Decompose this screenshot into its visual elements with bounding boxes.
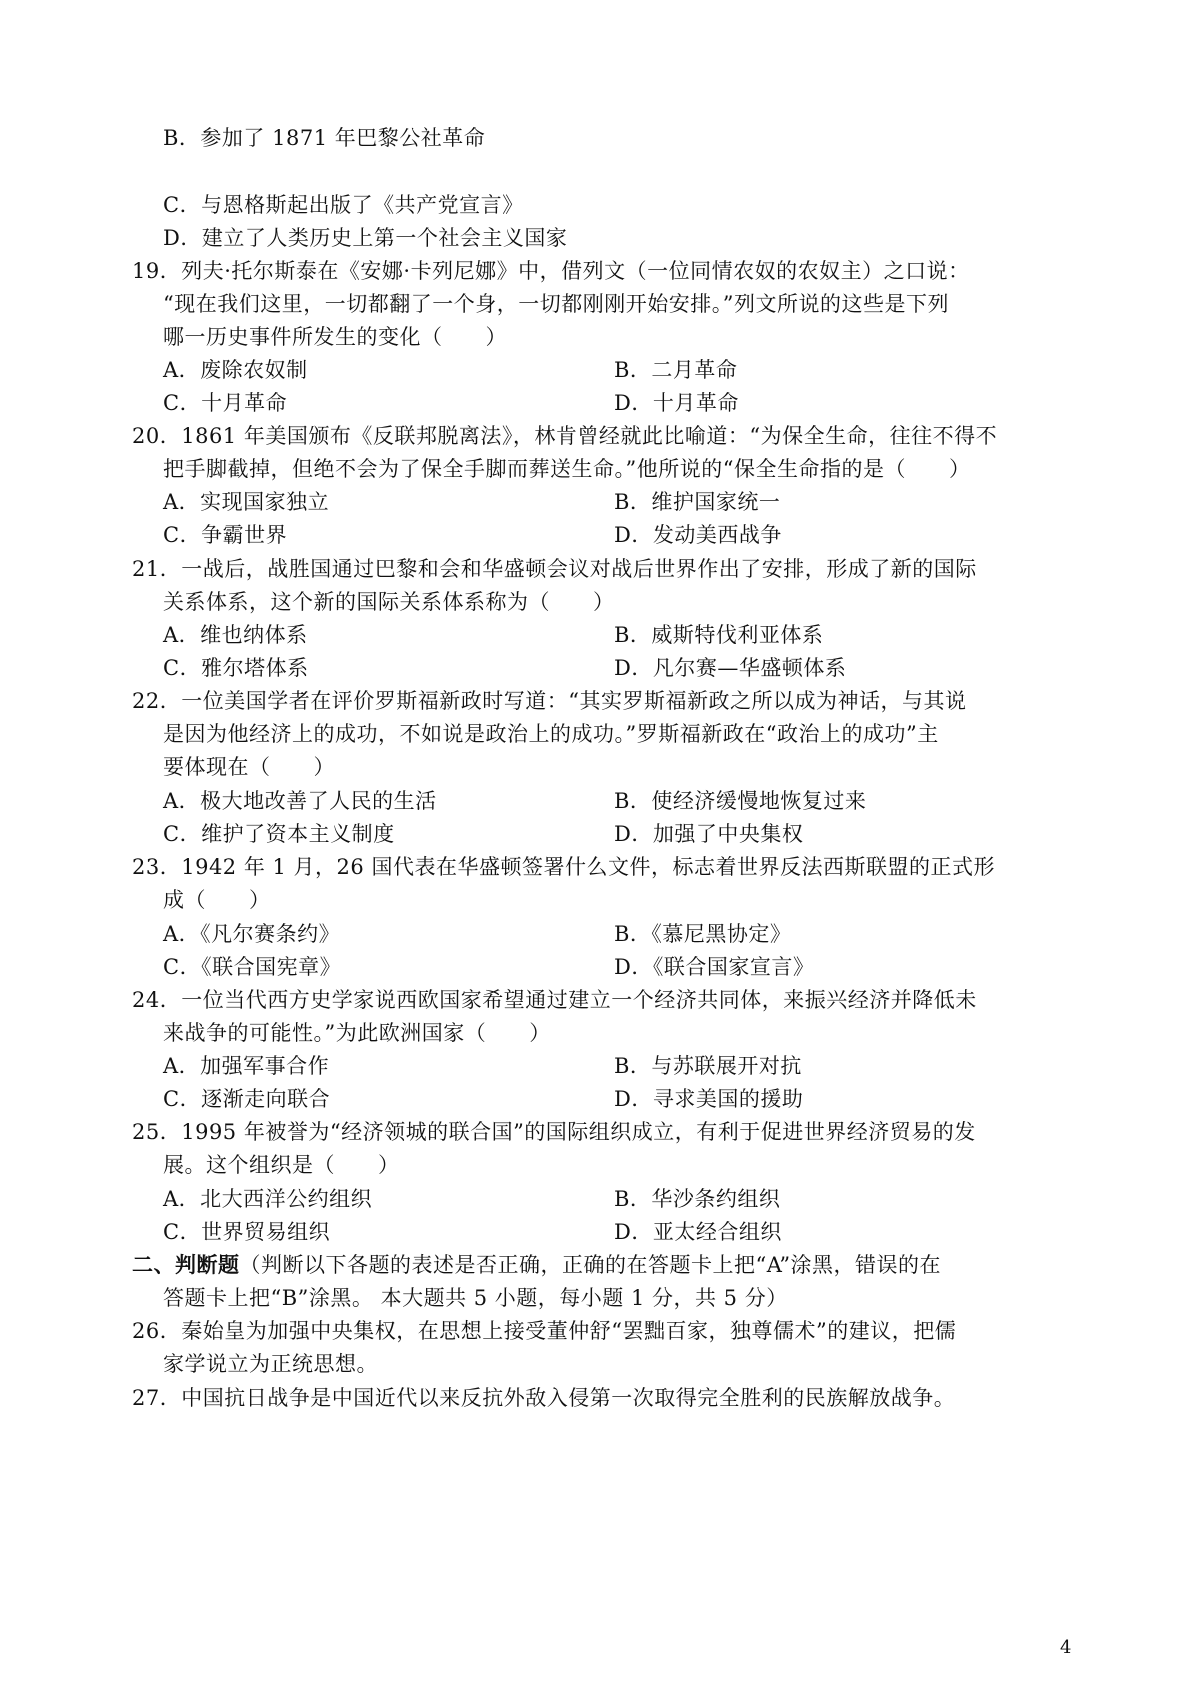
q19-option-d: D．十月革命 <box>614 391 739 415</box>
q24-option-a: A．加强军事合作 <box>163 1054 330 1078</box>
q20-option-a: A．实现国家独立 <box>163 490 330 514</box>
q25-option-b: B．华沙条约组织 <box>614 1187 781 1211</box>
section-2-instructions: （判断以下各题的表述是否正确，正确的在答题卡上把“A”涂黑，错误的在 <box>239 1253 942 1277</box>
question-20-line-2: 把手脚截掉，但绝不会为了保全手脚而葬送生命。”他所说的“保全生命指的是（ ） <box>163 457 971 481</box>
section-2-header <box>132 1250 941 1280</box>
option-c-prev: C．与恩格斯起出版了《共产党宣言》 <box>163 193 524 217</box>
question-22: 22．一位美国学者在评价罗斯福新政时写道：“其实罗斯福新政之所以成为神话，与其说 <box>132 689 967 713</box>
question-27: 27．中国抗日战争是中国近代以来反抗外敌入侵第一次取得完全胜利的民族解放战争。 <box>132 1386 956 1410</box>
q21-option-b: B．威斯特伐利亚体系 <box>614 623 824 647</box>
question-19-line-3: 哪一历史事件所发生的变化（ ） <box>163 325 507 349</box>
question-19: 19．列夫·托尔斯泰在《安娜·卡列尼娜》中，借列文（一位同情农奴的农奴主）之口说： <box>132 259 970 283</box>
q20-option-d: D．发动美西战争 <box>614 523 782 547</box>
q25-option-c: C．世界贸易组织 <box>163 1220 331 1244</box>
question-24: 24．一位当代西方史学家说西欧国家希望通过建立一个经济共同体，来振兴经济并降低未 <box>132 988 977 1012</box>
question-23: 23．1942 年 1 月，26 国代表在华盛顿签署什么文件，标志着世界反法西斯联盟的正式形 <box>132 855 995 879</box>
q23-option-a: A．《凡尔赛条约》 <box>163 922 341 946</box>
question-23-line-2: 成（ ） <box>163 888 271 912</box>
q21-option-d: D．凡尔赛—华盛顿体系 <box>614 656 847 680</box>
q21-option-c: C．雅尔塔体系 <box>163 656 309 680</box>
q22-option-c: C．维护了资本主义制度 <box>163 822 395 846</box>
q24-option-c: C．逐渐走向联合 <box>163 1087 331 1111</box>
question-21-line-2: 关系体系，这个新的国际关系体系称为（ ） <box>163 590 615 614</box>
q24-option-d: D．寻求美国的援助 <box>614 1087 804 1111</box>
q19-option-c: C．十月革命 <box>163 391 288 415</box>
q22-option-d: D．加强了中央集权 <box>614 822 804 846</box>
question-22-line-2: 是因为他经济上的成功，不如说是政治上的成功。”罗斯福新政在“政治上的成功”主 <box>163 722 939 746</box>
q19-option-a: A．废除农奴制 <box>163 358 308 382</box>
question-21: 21．一战后，战胜国通过巴黎和会和华盛顿会议对战后世界作出了安排，形成了新的国际 <box>132 557 977 581</box>
option-d-prev: D．建立了人类历史上第一个社会主义国家 <box>163 226 568 250</box>
q23-option-c: C．《联合国宪章》 <box>163 955 342 979</box>
question-25-line-2: 展。这个组织是（ ） <box>163 1153 400 1177</box>
question-22-line-3: 要体现在（ ） <box>163 755 335 779</box>
question-20: 20．1861 年美国颁布《反联邦脱离法》，林肯曾经就此比喻道：“为保全生命，往往不得不 <box>132 424 998 448</box>
q22-option-a: A．极大地改善了人民的生活 <box>163 789 437 813</box>
option-b-prev: B．参加了 1871 年巴黎公社革命 <box>163 126 486 150</box>
section-2-instructions-line-2: 答题卡上把“B”涂黑。 本大题共 5 小题，每小题 1 分，共 5 分） <box>163 1286 788 1310</box>
question-19-line-2: “现在我们这里，一切都翻了一个身，一切都刚刚开始安排。”列文所说的这些是下列 <box>163 292 949 316</box>
question-24-line-2: 来战争的可能性。”为此欧洲国家（ ） <box>163 1021 551 1045</box>
question-25: 25．1995 年被誉为“经济领城的联合国”的国际组织成立，有利于促进世界经济贸易的发 <box>132 1120 976 1144</box>
q23-option-b: B．《慕尼黑协定》 <box>614 922 792 946</box>
q20-option-b: B．维护国家统一 <box>614 490 781 514</box>
page-number: 4 <box>1060 1637 1072 1658</box>
q25-option-a: A．北大西洋公约组织 <box>163 1187 373 1211</box>
section-2-heading: 二、判断题 <box>132 1252 240 1277</box>
q25-option-d: D．亚太经合组织 <box>614 1220 782 1244</box>
q19-option-b: B．二月革命 <box>614 358 738 382</box>
q24-option-b: B．与苏联展开对抗 <box>614 1054 802 1078</box>
q23-option-d: D．《联合国家宣言》 <box>614 955 815 979</box>
q21-option-a: A．维也纳体系 <box>163 623 308 647</box>
q22-option-b: B．使经济缓慢地恢复过来 <box>614 789 867 813</box>
q20-option-c: C．争霸世界 <box>163 523 288 547</box>
question-26: 26．秦始皇为加强中央集权，在思想上接受董仲舒“罢黜百家，独尊儒术”的建议，把儒 <box>132 1319 957 1343</box>
question-26-line-2: 家学说立为正统思想。 <box>163 1352 378 1376</box>
